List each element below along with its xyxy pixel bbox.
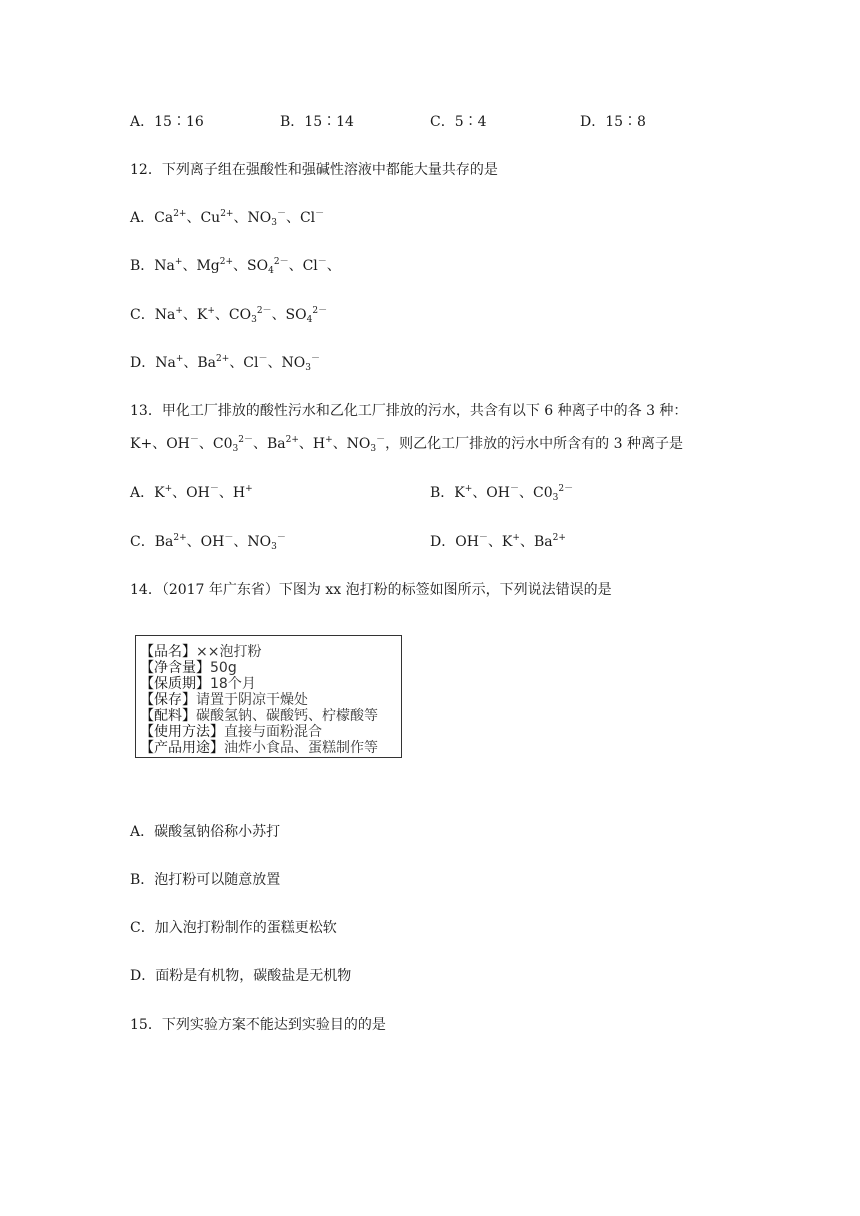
q12-option-b: B．Na+、$Mg^{2+}$、$SO_4^{2-}$、Cl－、 bbox=[130, 257, 341, 276]
q14-option-a: A．碳酸氢钠俗称小苏打 bbox=[130, 824, 281, 840]
q14-option-d: D．面粉是有机物，碳酸盐是无机物 bbox=[130, 968, 352, 984]
q12-option-d: D．Na+、$Ba^{2+}$、Cl－、$NO_3^-$ bbox=[130, 354, 321, 373]
product-label-box bbox=[135, 635, 402, 758]
label-row-storage: 【保存】请置于阴凉干燥处 bbox=[140, 692, 308, 708]
q11-option-c: C．5∶4 bbox=[430, 114, 487, 130]
q13-option-a: A．K+、OH－、H+ bbox=[130, 484, 253, 501]
label-row-ingredients: 【配料】碳酸氢钠、碳酸钙、柠檬酸等 bbox=[140, 708, 378, 724]
label-row-name: 【品名】××泡打粉 bbox=[140, 644, 262, 660]
label-row-shelf-life: 【保质期】18个月 bbox=[140, 676, 256, 692]
q15-stem: 15．下列实验方案不能达到实验目的的是 bbox=[130, 1017, 386, 1033]
q12-option-a: A．$Ca^{2+}$、$Cu^{2+}$、$NO_3^-$、Cl－ bbox=[130, 209, 325, 228]
q13-option-c: C．$Ba^{2+}$、OH－、$NO_3^-$ bbox=[130, 533, 286, 552]
q14-option-b: B．泡打粉可以随意放置 bbox=[130, 872, 281, 888]
q11-option-b: B．15∶14 bbox=[280, 114, 354, 130]
label-row-weight: 【净含量】50g bbox=[140, 660, 237, 676]
q14-stem: 14．（2017 年广东省）下图为 xx 泡打粉的标签如图所示，下列说法错误的是 bbox=[130, 582, 612, 598]
q13-stem-line2: K+、OH－、$C0_3^{2-}$、$Ba^{2+}$、H+、$NO_3^-$，则乙化工厂排放的污水中所含有的 3 种离子是 bbox=[130, 435, 683, 454]
q13-stem-line1: 13．甲化工厂排放的酸性污水和乙化工厂排放的污水，共含有以下 6 种离子中的各 3 种： bbox=[130, 403, 688, 419]
q13-option-b: B．K+、OH－、$C0_3^{2-}$ bbox=[430, 484, 574, 503]
q13-option-d: D．OH－、K+、$Ba^{2+}$ bbox=[430, 533, 566, 550]
q11-option-a: A．15∶16 bbox=[130, 114, 204, 130]
q12-stem: 12．下列离子组在强酸性和强碱性溶液中都能大量共存的是 bbox=[130, 162, 498, 178]
label-row-purpose: 【产品用途】油炸小食品、蛋糕制作等 bbox=[140, 740, 378, 756]
q14-option-c: C．加入泡打粉制作的蛋糕更松软 bbox=[130, 920, 337, 936]
q11-option-d: D．15∶8 bbox=[580, 114, 646, 130]
q12-option-c: C．Na+、K+、$CO_3^{2-}$、$SO_4^{2-}$ bbox=[130, 306, 328, 325]
label-row-usage: 【使用方法】直接与面粉混合 bbox=[140, 724, 322, 740]
